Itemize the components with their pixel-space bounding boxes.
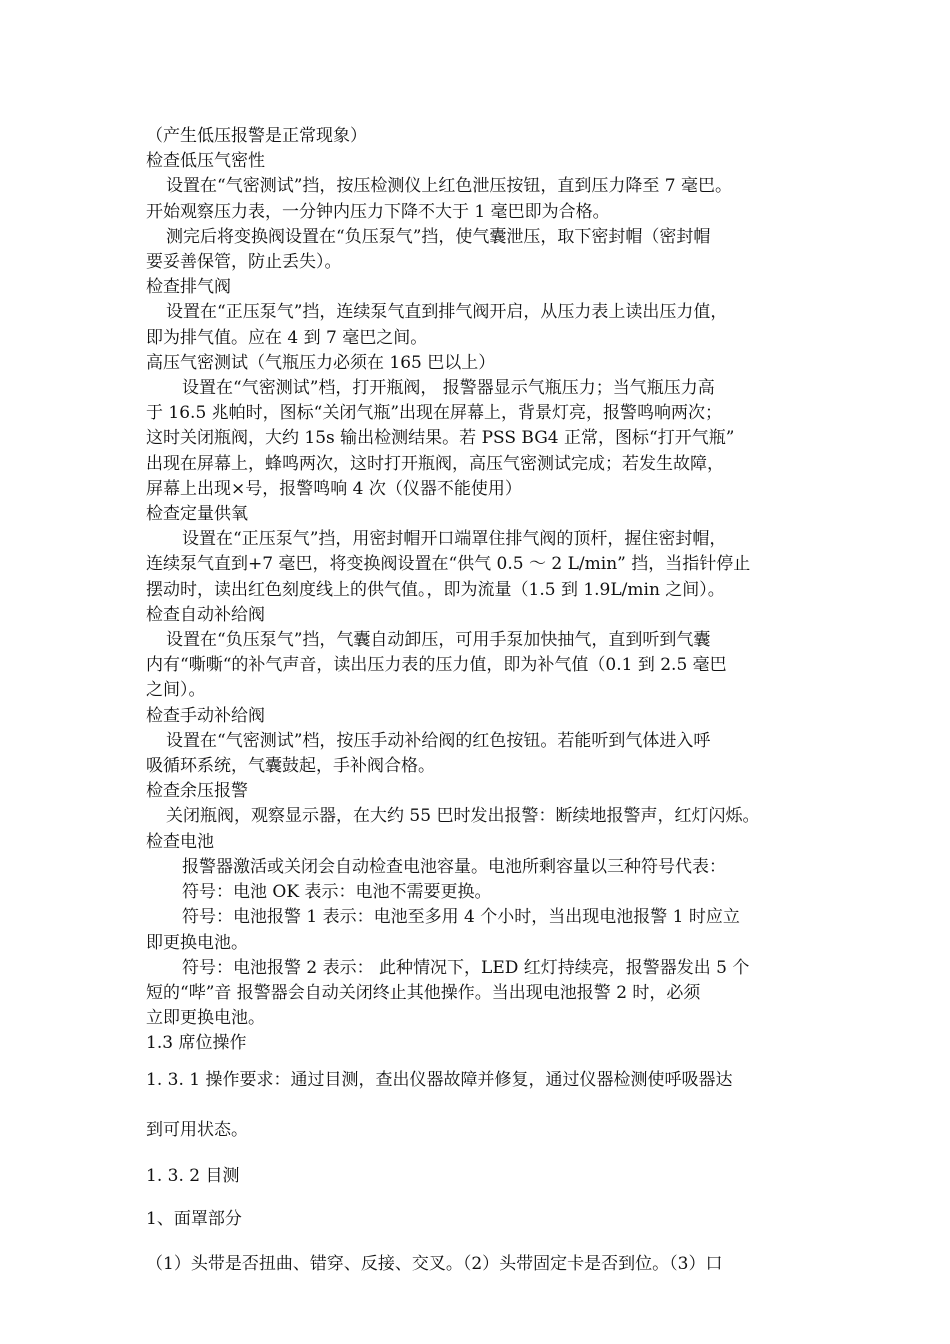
text-line: 设置在“正压泵气”挡，用密封帽开口端罩住排气阀的顶杆，握住密封帽， xyxy=(182,529,727,550)
text-line: 到可用状态。 xyxy=(146,1119,248,1140)
section-heading-exhaust-valve: 检查排气阀 xyxy=(146,277,231,298)
text-line: 屏幕上出现×号，报警鸣响 4 次（仪器不能使用） xyxy=(146,478,522,499)
text-line: 连续泵气直到+7 毫巴，将变换阀设置在“供气 0.5 ～ 2 L/min” 挡，当指针停止 xyxy=(146,554,751,575)
section-heading-residual-pressure-alarm: 检查余压报警 xyxy=(146,781,248,802)
text-line: 于 16.5 兆帕时，图标“关闭气瓶”出现在屏幕上，背景灯亮，报警鸣响两次； xyxy=(146,403,723,424)
text-line: 符号：电池报警 2 表示： 此种情况下，LED 红灯持续亮，报警器发出 5 个 xyxy=(182,957,750,978)
text-line: 测完后将变换阀设置在“负压泵气”挡，使气囊泄压，取下密封帽（密封帽 xyxy=(166,226,711,247)
section-heading-low-pressure-seal: 检查低压气密性 xyxy=(146,151,265,172)
text-line: 报警器激活或关闭会自动检查电池容量。电池所剩容量以三种符号代表： xyxy=(182,856,726,877)
text-line: 符号：电池报警 1 表示：电池至多用 4 个小时，当出现电池报警 1 时应立 xyxy=(182,907,740,928)
section-heading-auto-supply-valve: 检查自动补给阀 xyxy=(146,604,265,625)
text-line: （产生低压报警是正常现象） xyxy=(146,126,367,146)
text-line: 设置在“正压泵气”挡，连续泵气直到排气阀开启，从压力表上读出压力值， xyxy=(166,302,728,323)
text-line: 之间）。 xyxy=(146,680,206,701)
text-line: 短的“哔”音 报警器会自动关闭终止其他操作。当出现电池报警 2 时，必须 xyxy=(146,982,701,1003)
text-line: 设置在“气密测试”档，按压手动补给阀的红色按钮。若能听到气体进入呼 xyxy=(166,730,711,751)
text-line: 出现在屏幕上，蜂鸣两次，这时打开瓶阀，高压气密测试完成；若发生故障， xyxy=(146,453,724,474)
text-line: 设置在“负压泵气”挡，气囊自动卸压，可用手泵加快抽气，直到听到气囊 xyxy=(166,630,711,651)
section-heading-manual-supply-valve: 检查手动补给阀 xyxy=(146,705,265,726)
section-heading-visual-inspection: 1. 3. 2 目测 xyxy=(146,1165,240,1186)
text-line: 内有“嘶嘶“的补气声音，读出压力表的压力值，即为补气值（0.1 到 2.5 毫巴 xyxy=(146,655,727,676)
text-line: 这时关闭瓶阀，大约 15s 输出检测结果。若 PSS BG4 正常，图标“打开气瓶” xyxy=(146,428,735,449)
text-line: 即更换电池。 xyxy=(146,932,248,953)
text-line: 即为排气值。应在 4 到 7 毫巴之间。 xyxy=(146,327,428,348)
section-heading-fixed-oxygen: 检查定量供氧 xyxy=(146,504,248,525)
text-line: 立即更换电池。 xyxy=(146,1008,265,1029)
text-line: 要妥善保管，防止丢失）。 xyxy=(146,252,342,273)
text-line: 关闭瓶阀，观察显示器，在大约 55 巴时发出报警：断续地报警声，红灯闪烁。 xyxy=(166,806,760,827)
document-body xyxy=(146,124,814,1278)
text-line: 设置在“气密测试”档，打开瓶阀， 报警器显示气瓶压力；当气瓶压力高 xyxy=(182,378,715,399)
section-heading-battery: 检查电池 xyxy=(146,831,214,852)
text-line: 符号：电池 OK 表示：电池不需要更换。 xyxy=(182,882,492,903)
text-line: 设置在“气密测试”挡，按压检测仪上红色泄压按钮，直到压力降至 7 毫巴。 xyxy=(166,176,733,197)
section-heading-mask-part: 1、面罩部分 xyxy=(146,1209,242,1230)
section-heading-station-operation: 1.3 席位操作 xyxy=(146,1033,247,1054)
text-line: （1）头带是否扭曲、错穿、反接、交叉。（2）头带固定卡是否到位。（3）口 xyxy=(146,1254,723,1275)
text-line: 摆动时，读出红色刻度线上的供气值。，即为流量（1.5 到 1.9L/min 之间）。 xyxy=(146,579,725,600)
text-line: 开始观察压力表，一分钟内压力下降不大于 1 毫巴即为合格。 xyxy=(146,201,610,222)
section-heading-high-pressure-seal: 高压气密测试（气瓶压力必须在 165 巴以上） xyxy=(146,352,496,373)
text-line: 1. 3. 1 操作要求：通过目测，查出仪器故障并修复，通过仪器检测使呼吸器达 xyxy=(146,1069,733,1090)
text-line: 吸循环系统，气囊鼓起，手补阀合格。 xyxy=(146,756,435,777)
